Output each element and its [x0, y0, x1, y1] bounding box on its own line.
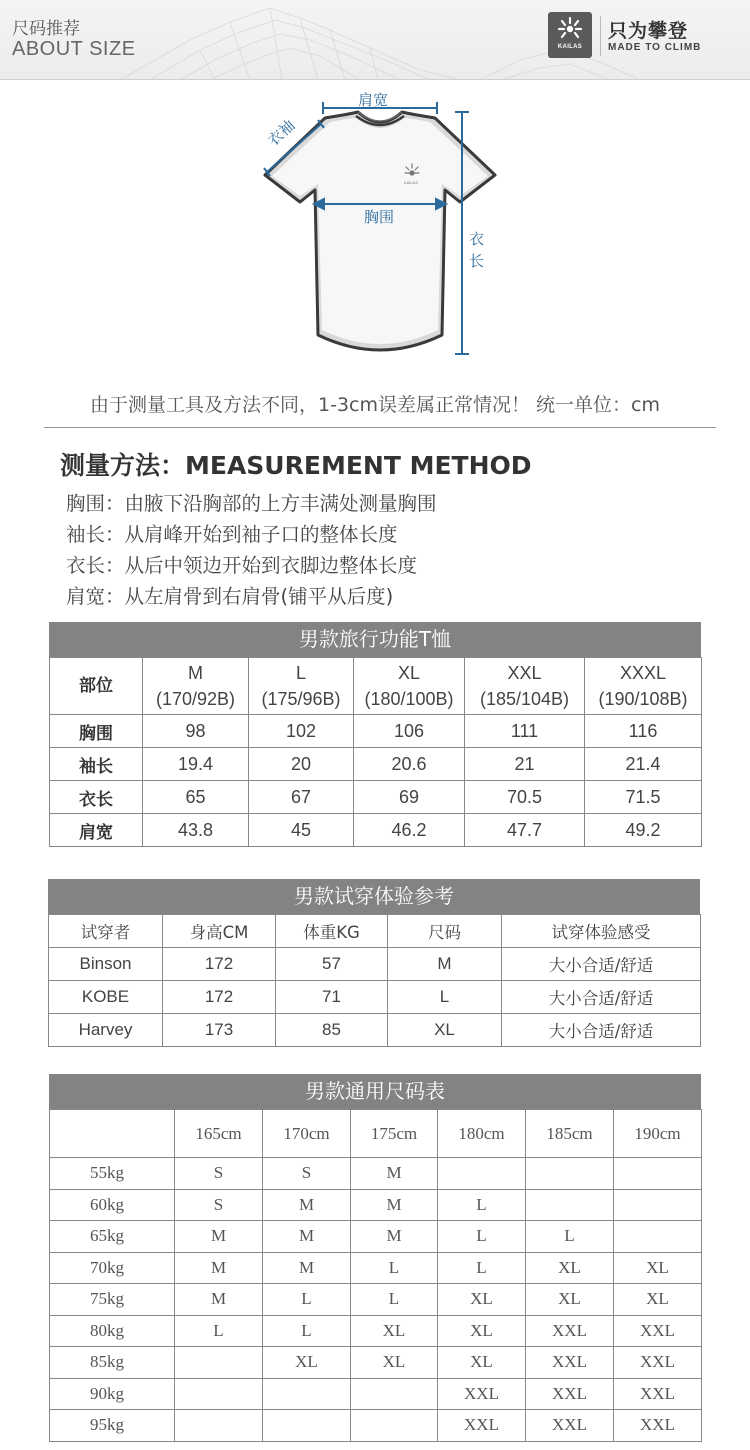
table-cell: [526, 1189, 614, 1221]
measurement-notice: 由于测量工具及方法不同，1-3cm误差属正常情况！ 统一单位：cm: [90, 394, 660, 416]
general-size-table: [49, 1109, 702, 1442]
size-header-cell: [249, 658, 354, 715]
table-cell: 21: [465, 748, 585, 781]
table-cell: 大小合适/舒适: [502, 981, 701, 1014]
table-cell: [614, 1221, 702, 1253]
table-cell: 85: [276, 1014, 388, 1047]
table-cell: [614, 1158, 702, 1190]
page-header: [0, 0, 750, 80]
table-cell: M: [175, 1221, 263, 1253]
table-cell: 20.6: [354, 748, 465, 781]
table-cell: [614, 1189, 702, 1221]
row-label: 衣长: [50, 781, 143, 814]
general-table-header-row: [50, 1110, 702, 1158]
table-cell: L: [263, 1315, 351, 1347]
table-row: [50, 1284, 702, 1316]
size-header-cell: [585, 658, 702, 715]
table-cell: L: [175, 1315, 263, 1347]
height-header: 190cm: [614, 1110, 702, 1158]
height-header: 185cm: [526, 1110, 614, 1158]
method-line-shoulder: 肩宽：从左肩骨到右肩骨(铺平从后度): [66, 585, 394, 608]
table-cell: XXL: [526, 1410, 614, 1442]
table-cell: L: [351, 1284, 438, 1316]
weight-label: 95kg: [50, 1410, 175, 1442]
method-line-chest: 胸围：由腋下沿胸部的上方丰满处测量胸围: [66, 492, 437, 515]
table-cell: XL: [614, 1284, 702, 1316]
size-spec: (185/104B): [479, 689, 570, 709]
brand-slogan-en: MADE TO CLIMB: [608, 42, 702, 53]
table-cell: 70.5: [465, 781, 585, 814]
trial-table-header-row: [49, 915, 701, 948]
table-cell: L: [351, 1252, 438, 1284]
weight-label: 70kg: [50, 1252, 175, 1284]
method-list: [66, 488, 706, 612]
table-cell: S: [175, 1189, 263, 1221]
table-cell: XXL: [614, 1378, 702, 1410]
row-label: 肩宽: [50, 814, 143, 847]
table-cell: 71.5: [585, 781, 702, 814]
shoulder-width-label: 肩宽: [358, 91, 389, 109]
method-line-length: 衣长：从后中领边开始到衣脚边整体长度: [66, 554, 418, 577]
table-cell: XXL: [614, 1347, 702, 1379]
table-cell: 47.7: [465, 814, 585, 847]
table-cell: XL: [526, 1284, 614, 1316]
table-cell: M: [351, 1221, 438, 1253]
chest-label: 胸围: [364, 208, 395, 226]
table-cell: 69: [354, 781, 465, 814]
table-cell: XL: [526, 1252, 614, 1284]
header-cell: 体重KG: [276, 915, 388, 948]
table-cell: 57: [276, 948, 388, 981]
table-cell: XL: [438, 1347, 526, 1379]
table-cell: XL: [351, 1315, 438, 1347]
kailas-logo: [548, 12, 592, 58]
table-cell: L: [438, 1189, 526, 1221]
weight-label: 90kg: [50, 1378, 175, 1410]
general-table-title: 男款通用尺码表: [49, 1074, 701, 1109]
table-cell: M: [175, 1252, 263, 1284]
method-line-sleeve: 袖长：从肩峰开始到袖子口的整体长度: [66, 523, 398, 546]
brand-slogan-cn: 只为攀登: [608, 20, 689, 42]
table-row: [50, 715, 702, 748]
weight-label: 85kg: [50, 1347, 175, 1379]
size-header-cell: [354, 658, 465, 715]
header-title-cn: 尺码推荐: [12, 19, 80, 39]
table-cell: [175, 1347, 263, 1379]
body-length-label-2: 长: [469, 252, 485, 270]
header-cell: 试穿体验感受: [502, 915, 701, 948]
table-cell: 102: [249, 715, 354, 748]
weight-label: 65kg: [50, 1221, 175, 1253]
size-name: XXXL: [619, 663, 667, 683]
weight-label: 80kg: [50, 1315, 175, 1347]
table-row: [50, 748, 702, 781]
table-row: [50, 1347, 702, 1379]
height-header: 165cm: [175, 1110, 263, 1158]
table-cell: [175, 1410, 263, 1442]
table-cell: Harvey: [49, 1014, 163, 1047]
table-cell: 19.4: [143, 748, 249, 781]
size-table: [49, 657, 702, 847]
row-label: 胸围: [50, 715, 143, 748]
notice-divider: [44, 427, 716, 428]
svg-text:KAILAS: KAILAS: [404, 180, 419, 185]
size-spec: (180/100B): [364, 689, 454, 709]
table-cell: XXL: [526, 1315, 614, 1347]
sleeve-length-label: 衣袖: [264, 116, 299, 150]
table-cell: 173: [163, 1014, 276, 1047]
header-cell: 身高CM: [163, 915, 276, 948]
table-cell: L: [438, 1252, 526, 1284]
size-name: XL: [397, 663, 421, 683]
table-cell: M: [263, 1221, 351, 1253]
table-cell: XL: [351, 1347, 438, 1379]
table-row: [50, 1158, 702, 1190]
table-cell: [263, 1378, 351, 1410]
body-length-label-1: 衣: [469, 230, 485, 248]
table-cell: XL: [438, 1315, 526, 1347]
header-cell: 尺码: [388, 915, 502, 948]
table-cell: [175, 1378, 263, 1410]
size-spec: (170/92B): [155, 689, 236, 709]
table-cell: L: [388, 981, 502, 1014]
size-table-header-row: [50, 658, 702, 715]
table-cell: S: [175, 1158, 263, 1190]
table-cell: 大小合适/舒适: [502, 948, 701, 981]
table-cell: 21.4: [585, 748, 702, 781]
table-cell: M: [388, 948, 502, 981]
table-cell: 43.8: [143, 814, 249, 847]
row-label: 袖长: [50, 748, 143, 781]
table-cell: [351, 1410, 438, 1442]
table-cell: XL: [438, 1284, 526, 1316]
table-cell: 67: [249, 781, 354, 814]
size-header-cell: [465, 658, 585, 715]
height-header: 175cm: [351, 1110, 438, 1158]
table-row: [50, 1221, 702, 1253]
table-cell: [351, 1378, 438, 1410]
table-cell: M: [351, 1189, 438, 1221]
table-cell: 71: [276, 981, 388, 1014]
table-row: [50, 1252, 702, 1284]
table-cell: M: [263, 1189, 351, 1221]
trial-table: [48, 914, 701, 1047]
table-cell: 106: [354, 715, 465, 748]
size-spec: (190/108B): [598, 689, 688, 709]
table-cell: Binson: [49, 948, 163, 981]
table-cell: XXL: [526, 1347, 614, 1379]
table-cell: [438, 1158, 526, 1190]
size-table-title: 男款旅行功能T恤: [49, 622, 701, 657]
table-cell: M: [175, 1284, 263, 1316]
table-row: [50, 781, 702, 814]
table-row: [50, 1189, 702, 1221]
table-row: [50, 1410, 702, 1442]
weight-label: 75kg: [50, 1284, 175, 1316]
brand-lockup: [548, 12, 738, 60]
height-header: 170cm: [263, 1110, 351, 1158]
table-row: [49, 981, 701, 1014]
table-cell: XXL: [614, 1315, 702, 1347]
size-table-corner: 部位: [50, 658, 143, 715]
size-name: M: [188, 663, 203, 683]
table-cell: 49.2: [585, 814, 702, 847]
table-row: [49, 1014, 701, 1047]
weight-label: 55kg: [50, 1158, 175, 1190]
table-cell: XL: [388, 1014, 502, 1047]
table-cell: 45: [249, 814, 354, 847]
table-cell: L: [526, 1221, 614, 1253]
table-cell: 大小合适/舒适: [502, 1014, 701, 1047]
brand-divider: [600, 16, 601, 56]
table-cell: 98: [143, 715, 249, 748]
table-row: [49, 948, 701, 981]
trial-table-title: 男款试穿体验参考: [48, 879, 700, 914]
table-cell: [263, 1410, 351, 1442]
table-row: [50, 814, 702, 847]
table-row: [50, 1378, 702, 1410]
table-cell: [526, 1158, 614, 1190]
size-spec: (175/96B): [261, 689, 341, 709]
table-cell: 172: [163, 981, 276, 1014]
table-cell: 116: [585, 715, 702, 748]
table-cell: 111: [465, 715, 585, 748]
table-cell: L: [263, 1284, 351, 1316]
table-cell: S: [263, 1158, 351, 1190]
table-cell: 65: [143, 781, 249, 814]
sun-burst-icon: [548, 12, 592, 44]
table-cell: XXL: [526, 1378, 614, 1410]
size-name: L: [295, 663, 306, 683]
height-header: 180cm: [438, 1110, 526, 1158]
weight-label: 60kg: [50, 1189, 175, 1221]
header-title-en: ABOUT SIZE: [12, 38, 136, 60]
table-cell: 46.2: [354, 814, 465, 847]
tshirt-measurement-diagram: [230, 80, 530, 380]
table-cell: L: [438, 1221, 526, 1253]
table-cell: XL: [614, 1252, 702, 1284]
size-header-cell: [143, 658, 249, 715]
table-cell: 20: [249, 748, 354, 781]
method-title: 测量方法：MEASUREMENT METHOD: [60, 451, 532, 480]
table-cell: XL: [263, 1347, 351, 1379]
table-cell: 172: [163, 948, 276, 981]
header-cell: 试穿者: [49, 915, 163, 948]
general-table-corner: [50, 1110, 175, 1158]
table-cell: XXL: [438, 1378, 526, 1410]
logo-wordmark: KAILAS: [557, 44, 583, 50]
table-row: [50, 1315, 702, 1347]
table-cell: M: [263, 1252, 351, 1284]
table-cell: XXL: [614, 1410, 702, 1442]
size-name: XXL: [507, 663, 542, 683]
table-cell: M: [351, 1158, 438, 1190]
table-cell: XXL: [438, 1410, 526, 1442]
table-cell: KOBE: [49, 981, 163, 1014]
